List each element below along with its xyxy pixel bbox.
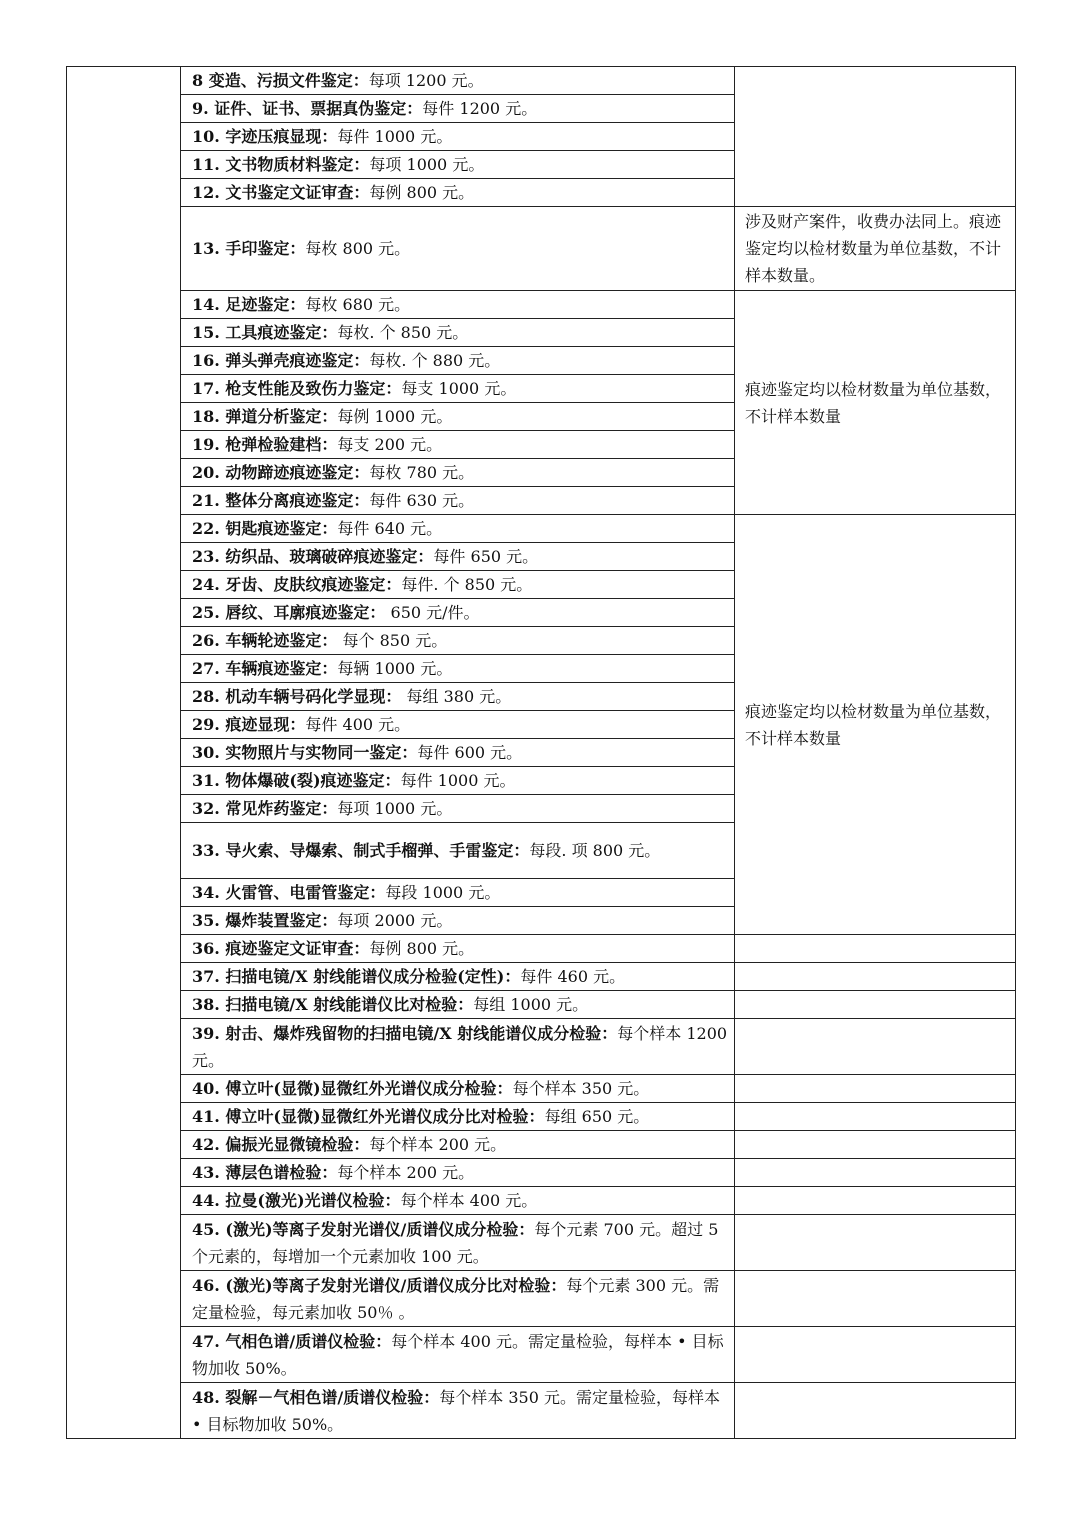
item-name: 傅立叶(显微)显微红外光谱仪成分比对检验： [225, 1107, 545, 1126]
item-cell [181, 1103, 735, 1131]
item-cell [181, 1159, 735, 1187]
item-price: 每项 1000 元。 [337, 799, 453, 818]
item-number: 19. [192, 435, 226, 454]
item-number: 9. [192, 99, 215, 118]
item-number: 40. [192, 1079, 226, 1098]
table-row [67, 67, 1016, 95]
table-row [67, 1075, 1016, 1103]
table-row [67, 291, 1016, 319]
item-number: 18. [192, 407, 226, 426]
item-price: 每组 1000 元。 [473, 995, 589, 1014]
item-name: 傅立叶(显微)显微红外光谱仪成分检验： [225, 1079, 513, 1098]
item-price: 每组 650 元。 [544, 1107, 650, 1126]
item-price: 每个样本 350 元。 [512, 1079, 650, 1098]
table-row [67, 1383, 1016, 1439]
item-name: 薄层色谱检验： [225, 1163, 338, 1182]
item-price: 每件 1200 元。 [422, 99, 538, 118]
item-cell [181, 991, 735, 1019]
item-name: 气相色谱/质谱仪检验： [225, 1331, 392, 1351]
note-cell [735, 1271, 1016, 1327]
item-name: 牙齿、皮肤纹痕迹鉴定： [225, 575, 402, 594]
item-name: 痕迹鉴定文证审查： [225, 939, 370, 958]
item-price: 每项 1200 元。 [368, 71, 484, 90]
item-number: 12. [192, 183, 226, 202]
table-row [67, 1019, 1016, 1075]
item-cell [181, 711, 735, 739]
item-name: 物体爆破(裂)痕迹鉴定： [225, 771, 401, 790]
note-text-property-cases: 涉及财产案件，收费办法同上。痕迹鉴定均以检材数量为单位基数，不计样本数量。 [735, 207, 1016, 291]
item-cell [181, 67, 735, 95]
item-price: 每支 1000 元。 [401, 379, 517, 398]
item-name: 枪支性能及致伤力鉴定： [225, 379, 402, 398]
item-number: 28. [192, 687, 226, 706]
fee-table-body [67, 67, 1016, 1439]
item-price: 每组 380 元。 [401, 687, 512, 706]
table-row [67, 991, 1016, 1019]
item-cell [181, 1383, 735, 1439]
item-name: 纺织品、玻璃破碎痕迹鉴定： [225, 547, 434, 566]
item-price: 每枚. 个 850 元。 [337, 323, 469, 342]
item-name: 工具痕迹鉴定： [225, 323, 338, 342]
item-cell [181, 431, 735, 459]
item-cell [181, 487, 735, 515]
item-number: 15. [192, 323, 226, 342]
note-cell [735, 935, 1016, 963]
item-number: 13. [192, 239, 226, 258]
item-name: 弹道分析鉴定： [225, 407, 338, 426]
item-cell [181, 403, 735, 431]
item-price: 每件 600 元。 [417, 743, 523, 762]
item-price: 每枚. 个 880 元。 [369, 351, 501, 370]
item-cell [181, 879, 735, 907]
item-cell [181, 347, 735, 375]
item-price: 每件 630 元。 [369, 491, 475, 510]
item-price: 每段. 项 800 元。 [529, 841, 661, 860]
note-cell [735, 1159, 1016, 1187]
note-cell [735, 1327, 1016, 1383]
item-name: 手印鉴定： [225, 239, 306, 258]
item-cell [181, 599, 735, 627]
item-price: 每例 1000 元。 [337, 407, 453, 426]
item-price: 每件 640 元。 [337, 519, 443, 538]
item-price: 每枚 680 元。 [305, 295, 411, 314]
item-price: 每例 800 元。 [369, 183, 475, 202]
item-number: 42. [192, 1135, 226, 1154]
note-cell [735, 1103, 1016, 1131]
item-price: 每辆 1000 元。 [337, 659, 453, 678]
table-row [67, 1271, 1016, 1327]
table-row [67, 935, 1016, 963]
item-number: 24. [192, 575, 226, 594]
table-row [67, 1103, 1016, 1131]
item-number: 35. [192, 911, 226, 930]
item-number: 17. [192, 379, 226, 398]
item-number: 30. [192, 743, 226, 762]
item-number: 14. [192, 295, 226, 314]
item-name: 车辆轮迹鉴定： [225, 631, 338, 650]
item-price: 每件 460 元。 [520, 967, 626, 986]
item-number: 20. [192, 463, 226, 482]
item-number: 21. [192, 491, 226, 510]
item-cell [181, 655, 735, 683]
item-price: 每个样本 350 元。需定量检验，每样本 • 目标物加收 50%。 [192, 1387, 720, 1434]
note-cell [735, 1075, 1016, 1103]
item-name: 车辆痕迹鉴定： [225, 659, 338, 678]
item-price: 每例 800 元。 [369, 939, 475, 958]
item-name: 扫描电镜/X 射线能谱仪比对检验： [225, 995, 474, 1014]
item-number: 32. [192, 799, 226, 818]
item-price: 每个样本 200 元。 [369, 1135, 507, 1154]
note-text-trace-22-35: 痕迹鉴定均以检材数量为单位基数，不计样本数量 [735, 515, 1016, 935]
item-name: 枪弹检验建档： [225, 435, 338, 454]
item-number: 29. [192, 715, 226, 734]
item-price: 每个样本 1200 元。 [192, 1023, 728, 1070]
item-number: 45. [192, 1219, 226, 1239]
item-price: 每项 1000 元。 [369, 155, 485, 174]
table-row [67, 1131, 1016, 1159]
table-row [67, 1215, 1016, 1271]
item-name: 拉曼(激光)光谱仪检验： [225, 1191, 401, 1210]
item-number: 26. [192, 631, 226, 650]
item-name: 常见炸药鉴定： [225, 799, 338, 818]
note-cell [735, 67, 1016, 207]
item-cell [181, 375, 735, 403]
item-price: 每个元素 300 元。需定量检验，每元素加收 50％ 。 [192, 1275, 720, 1322]
item-price: 每枚 780 元。 [369, 463, 475, 482]
item-number: 36. [192, 939, 226, 958]
item-cell [181, 95, 735, 123]
table-row [67, 207, 1016, 291]
item-cell [181, 767, 735, 795]
item-price: 每个 850 元。 [337, 631, 448, 650]
item-price: 每件 650 元。 [433, 547, 539, 566]
item-name: 痕迹显现： [225, 715, 306, 734]
item-name: 爆炸装置鉴定： [225, 911, 338, 930]
item-cell [181, 1131, 735, 1159]
item-cell [181, 683, 735, 711]
item-name: 扫描电镜/X 射线能谱仪成分检验(定性)： [225, 967, 521, 986]
item-cell [181, 207, 735, 291]
item-name: (激光)等离子发射光谱仪/质谱仪成分检验： [225, 1219, 535, 1239]
item-number: 38. [192, 995, 226, 1014]
item-price: 每支 200 元。 [337, 435, 443, 454]
table-row [67, 1159, 1016, 1187]
item-number: 47. [192, 1331, 226, 1351]
item-cell [181, 179, 735, 207]
item-number: 48. [192, 1387, 226, 1407]
item-number: 8 [192, 71, 209, 90]
item-number: 33. [192, 841, 226, 860]
item-cell [181, 1075, 735, 1103]
note-text-trace-14-21: 痕迹鉴定均以检材数量为单位基数，不计样本数量 [735, 291, 1016, 515]
item-price: 每段 1000 元。 [385, 883, 501, 902]
item-name: 弹头弹壳痕迹鉴定： [225, 351, 370, 370]
item-name: 裂解－气相色谱/质谱仪检验： [225, 1387, 440, 1407]
item-name: 足迹鉴定： [225, 295, 306, 314]
category-cell [67, 67, 181, 1439]
item-number: 27. [192, 659, 226, 678]
item-number: 37. [192, 967, 226, 986]
item-name: 动物蹄迹痕迹鉴定： [225, 463, 370, 482]
item-name: 射击、爆炸残留物的扫描电镜/X 射线能谱仪成分检验： [225, 1023, 618, 1043]
item-number: 43. [192, 1163, 226, 1182]
item-name: 钥匙痕迹鉴定： [225, 519, 338, 538]
item-price: 每件 1000 元。 [400, 771, 516, 790]
item-name: 火雷管、电雷管鉴定： [225, 883, 386, 902]
item-number: 34. [192, 883, 226, 902]
note-cell [735, 1187, 1016, 1215]
item-price: 650 元/件。 [385, 603, 480, 622]
item-price: 每枚 800 元。 [305, 239, 411, 258]
item-cell [181, 123, 735, 151]
item-cell [181, 543, 735, 571]
item-cell [181, 291, 735, 319]
item-number: 16. [192, 351, 226, 370]
item-name: 整体分离痕迹鉴定： [225, 491, 370, 510]
item-number: 10. [192, 127, 226, 146]
item-cell [181, 1271, 735, 1327]
item-name: 证件、证书、票据真伪鉴定： [214, 99, 423, 118]
item-price: 每项 2000 元。 [337, 911, 453, 930]
table-row [67, 515, 1016, 543]
note-cell [735, 963, 1016, 991]
item-price: 每个样本 200 元。 [337, 1163, 475, 1182]
item-cell [181, 963, 735, 991]
item-cell [181, 1187, 735, 1215]
item-cell [181, 823, 735, 879]
note-cell [735, 1215, 1016, 1271]
fee-table [66, 66, 1016, 1439]
item-cell [181, 1019, 735, 1075]
table-row [67, 1327, 1016, 1383]
item-price: 每个样本 400 元。需定量检验，每样本 • 目标物加收 50%。 [192, 1331, 724, 1378]
note-cell [735, 991, 1016, 1019]
item-name: 文书鉴定文证审查： [225, 183, 370, 202]
item-cell [181, 459, 735, 487]
item-number: 46. [192, 1275, 226, 1295]
item-cell [181, 627, 735, 655]
item-name: 变造、污损文件鉴定： [208, 71, 369, 90]
item-price: 每个元素 700 元。超过 5 个元素的，每增加一个元素加收 100 元。 [192, 1219, 719, 1266]
item-number: 11. [192, 155, 226, 174]
item-name: 唇纹、耳廓痕迹鉴定： [225, 603, 386, 622]
item-cell [181, 907, 735, 935]
item-name: (激光)等离子发射光谱仪/质谱仪成分比对检验： [225, 1275, 567, 1295]
item-name: 偏振光显微镜检验： [225, 1135, 370, 1154]
item-cell [181, 515, 735, 543]
item-number: 44. [192, 1191, 226, 1210]
item-cell [181, 319, 735, 347]
item-price: 每件. 个 850 元。 [401, 575, 533, 594]
note-cell [735, 1019, 1016, 1075]
item-number: 23. [192, 547, 226, 566]
item-cell [181, 1215, 735, 1271]
item-number: 25. [192, 603, 226, 622]
note-cell [735, 1131, 1016, 1159]
item-number: 22. [192, 519, 226, 538]
item-cell [181, 935, 735, 963]
item-name: 导火索、导爆索、制式手榴弹、手雷鉴定： [225, 841, 530, 860]
item-cell [181, 795, 735, 823]
item-name: 实物照片与实物同一鉴定： [225, 743, 418, 762]
item-name: 字迹压痕显现： [225, 127, 338, 146]
item-price: 每件 1000 元。 [337, 127, 453, 146]
item-cell [181, 739, 735, 767]
item-cell [181, 151, 735, 179]
item-cell [181, 571, 735, 599]
item-name: 文书物质材料鉴定： [225, 155, 370, 174]
item-price: 每个样本 400 元。 [400, 1191, 538, 1210]
note-cell [735, 1383, 1016, 1439]
table-row [67, 963, 1016, 991]
item-number: 31. [192, 771, 226, 790]
item-name: 机动车辆号码化学显现： [225, 687, 402, 706]
table-row [67, 1187, 1016, 1215]
item-number: 41. [192, 1107, 226, 1126]
item-number: 39. [192, 1023, 226, 1043]
item-cell [181, 1327, 735, 1383]
item-price: 每件 400 元。 [305, 715, 411, 734]
